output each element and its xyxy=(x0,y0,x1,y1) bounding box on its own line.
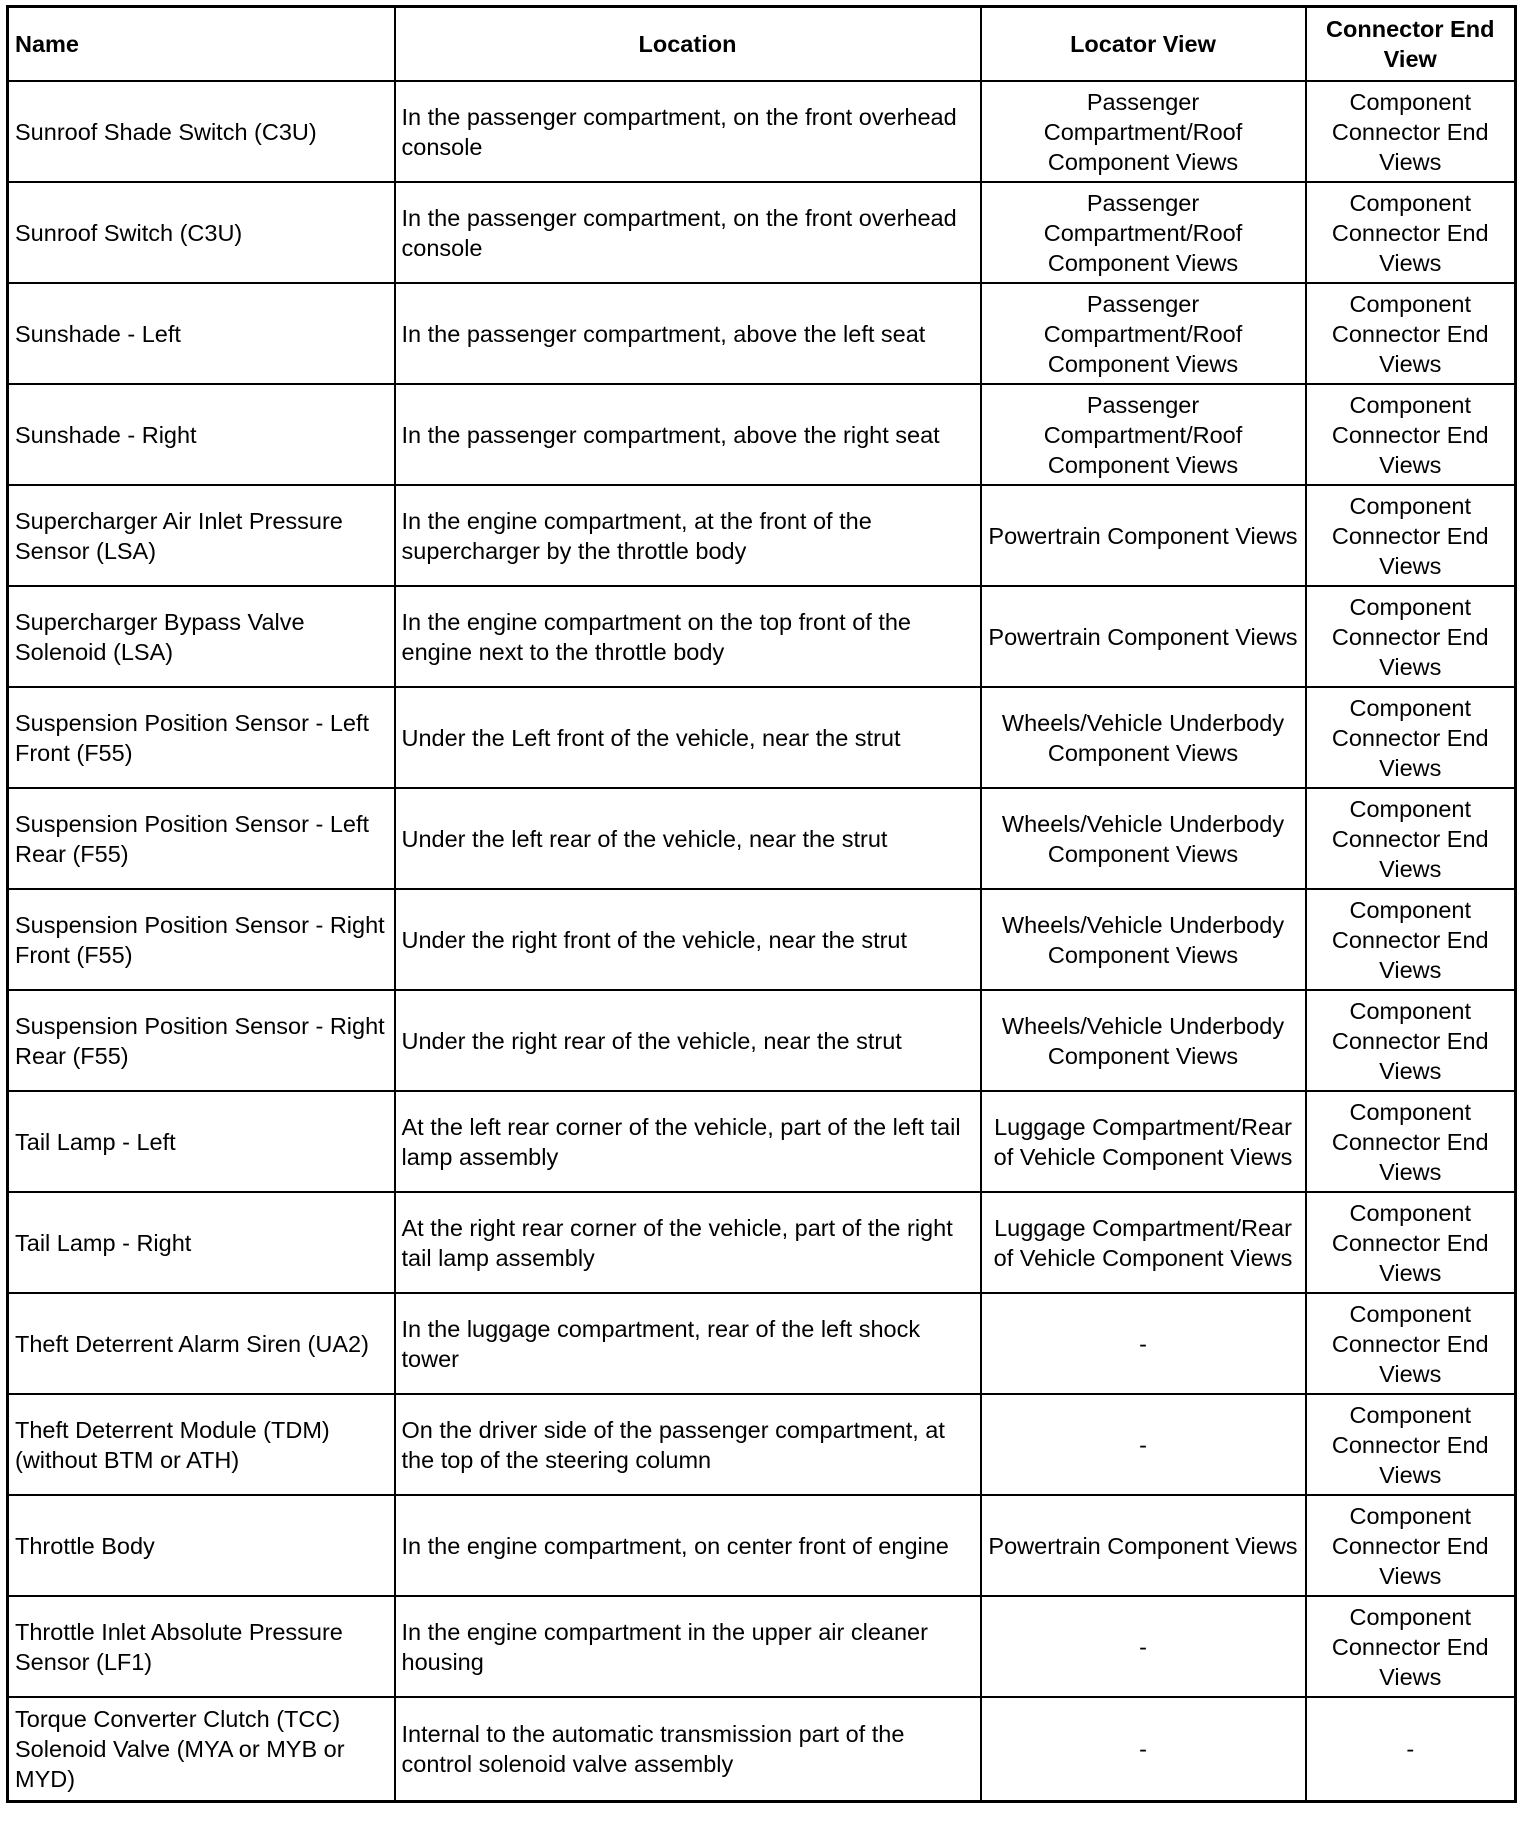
cell-location: In the passenger compartment, on the front overhead console xyxy=(395,81,981,182)
cell-location: Under the Left front of the vehicle, near the strut xyxy=(395,687,981,788)
cell-locator-view: Passenger Compartment/Roof Component Views xyxy=(981,283,1306,384)
cell-connector-end-view: Component Connector End Views xyxy=(1306,283,1516,384)
cell-location: On the driver side of the passenger compartment, at the top of the steering column xyxy=(395,1394,981,1495)
table-row xyxy=(8,1091,1516,1192)
table-row xyxy=(8,1697,1516,1802)
component-locator-table xyxy=(6,5,1517,1803)
cell-name: Sunroof Shade Switch (C3U) xyxy=(8,81,395,182)
cell-location: In the luggage compartment, rear of the left shock tower xyxy=(395,1293,981,1394)
table-row xyxy=(8,182,1516,283)
cell-locator-view: Powertrain Component Views xyxy=(981,1495,1306,1596)
cell-name: Tail Lamp - Left xyxy=(8,1091,395,1192)
cell-connector-end-view: Component Connector End Views xyxy=(1306,182,1516,283)
cell-name: Theft Deterrent Alarm Siren (UA2) xyxy=(8,1293,395,1394)
table-row xyxy=(8,1293,1516,1394)
cell-name: Supercharger Bypass Valve Solenoid (LSA) xyxy=(8,586,395,687)
header-locator-view: Locator View xyxy=(981,7,1306,82)
cell-name: Throttle Body xyxy=(8,1495,395,1596)
cell-locator-view: Wheels/Vehicle Underbody Component Views xyxy=(981,990,1306,1091)
cell-connector-end-view: Component Connector End Views xyxy=(1306,1091,1516,1192)
header-name: Name xyxy=(8,7,395,82)
cell-name: Torque Converter Clutch (TCC) Solenoid Valve (MYA or MYB or MYD) xyxy=(8,1697,395,1802)
cell-location: Under the right front of the vehicle, near the strut xyxy=(395,889,981,990)
cell-location: In the passenger compartment, above the left seat xyxy=(395,283,981,384)
table-row xyxy=(8,889,1516,990)
table-row xyxy=(8,384,1516,485)
table-row xyxy=(8,687,1516,788)
table-row xyxy=(8,1495,1516,1596)
header-row xyxy=(8,7,1516,82)
cell-connector-end-view: Component Connector End Views xyxy=(1306,485,1516,586)
header-connector-end-view: Connector End View xyxy=(1306,7,1516,82)
cell-name: Sunshade - Left xyxy=(8,283,395,384)
cell-name: Sunshade - Right xyxy=(8,384,395,485)
cell-locator-view: Passenger Compartment/Roof Component Views xyxy=(981,384,1306,485)
table-row xyxy=(8,81,1516,182)
cell-locator-view: Powertrain Component Views xyxy=(981,586,1306,687)
cell-locator-view: Luggage Compartment/Rear of Vehicle Component Views xyxy=(981,1192,1306,1293)
cell-location: Under the left rear of the vehicle, near the strut xyxy=(395,788,981,889)
cell-connector-end-view: Component Connector End Views xyxy=(1306,788,1516,889)
cell-connector-end-view: Component Connector End Views xyxy=(1306,81,1516,182)
cell-name: Suspension Position Sensor - Right Front (F55) xyxy=(8,889,395,990)
cell-name: Sunroof Switch (C3U) xyxy=(8,182,395,283)
cell-locator-view: Powertrain Component Views xyxy=(981,485,1306,586)
cell-location: In the engine compartment in the upper air cleaner housing xyxy=(395,1596,981,1697)
cell-connector-end-view: Component Connector End Views xyxy=(1306,1192,1516,1293)
header-location: Location xyxy=(395,7,981,82)
cell-locator-view: Passenger Compartment/Roof Component Views xyxy=(981,81,1306,182)
cell-name: Suspension Position Sensor - Left Front (F55) xyxy=(8,687,395,788)
table-row xyxy=(8,485,1516,586)
table-row xyxy=(8,1596,1516,1697)
cell-connector-end-view: Component Connector End Views xyxy=(1306,889,1516,990)
cell-connector-end-view: Component Connector End Views xyxy=(1306,687,1516,788)
cell-connector-end-view: Component Connector End Views xyxy=(1306,990,1516,1091)
cell-location: In the engine compartment on the top front of the engine next to the throttle body xyxy=(395,586,981,687)
cell-location: In the engine compartment, at the front of the supercharger by the throttle body xyxy=(395,485,981,586)
cell-locator-view: Passenger Compartment/Roof Component Views xyxy=(981,182,1306,283)
cell-locator-view: - xyxy=(981,1394,1306,1495)
cell-locator-view: - xyxy=(981,1596,1306,1697)
cell-location: In the passenger compartment, on the front overhead console xyxy=(395,182,981,283)
cell-location: At the left rear corner of the vehicle, part of the left tail lamp assembly xyxy=(395,1091,981,1192)
cell-locator-view: Luggage Compartment/Rear of Vehicle Component Views xyxy=(981,1091,1306,1192)
table-row xyxy=(8,586,1516,687)
table-row xyxy=(8,1394,1516,1495)
cell-location: Internal to the automatic transmission part of the control solenoid valve assembly xyxy=(395,1697,981,1802)
cell-name: Suspension Position Sensor - Right Rear (F55) xyxy=(8,990,395,1091)
cell-name: Suspension Position Sensor - Left Rear (F55) xyxy=(8,788,395,889)
cell-name: Supercharger Air Inlet Pressure Sensor (LSA) xyxy=(8,485,395,586)
cell-location: In the passenger compartment, above the right seat xyxy=(395,384,981,485)
cell-connector-end-view: - xyxy=(1306,1697,1516,1802)
table-row xyxy=(8,990,1516,1091)
table-row xyxy=(8,788,1516,889)
cell-connector-end-view: Component Connector End Views xyxy=(1306,1495,1516,1596)
cell-name: Tail Lamp - Right xyxy=(8,1192,395,1293)
cell-locator-view: Wheels/Vehicle Underbody Component Views xyxy=(981,788,1306,889)
cell-locator-view: - xyxy=(981,1697,1306,1802)
cell-locator-view: Wheels/Vehicle Underbody Component Views xyxy=(981,889,1306,990)
table-row xyxy=(8,1192,1516,1293)
cell-name: Throttle Inlet Absolute Pressure Sensor (LF1) xyxy=(8,1596,395,1697)
cell-connector-end-view: Component Connector End Views xyxy=(1306,586,1516,687)
cell-connector-end-view: Component Connector End Views xyxy=(1306,384,1516,485)
cell-locator-view: Wheels/Vehicle Underbody Component Views xyxy=(981,687,1306,788)
cell-connector-end-view: Component Connector End Views xyxy=(1306,1394,1516,1495)
table-row xyxy=(8,283,1516,384)
cell-location: Under the right rear of the vehicle, near the strut xyxy=(395,990,981,1091)
cell-name: Theft Deterrent Module (TDM) (without BTM or ATH) xyxy=(8,1394,395,1495)
cell-location: In the engine compartment, on center front of engine xyxy=(395,1495,981,1596)
cell-locator-view: - xyxy=(981,1293,1306,1394)
cell-connector-end-view: Component Connector End Views xyxy=(1306,1293,1516,1394)
cell-location: At the right rear corner of the vehicle, part of the right tail lamp assembly xyxy=(395,1192,981,1293)
cell-connector-end-view: Component Connector End Views xyxy=(1306,1596,1516,1697)
